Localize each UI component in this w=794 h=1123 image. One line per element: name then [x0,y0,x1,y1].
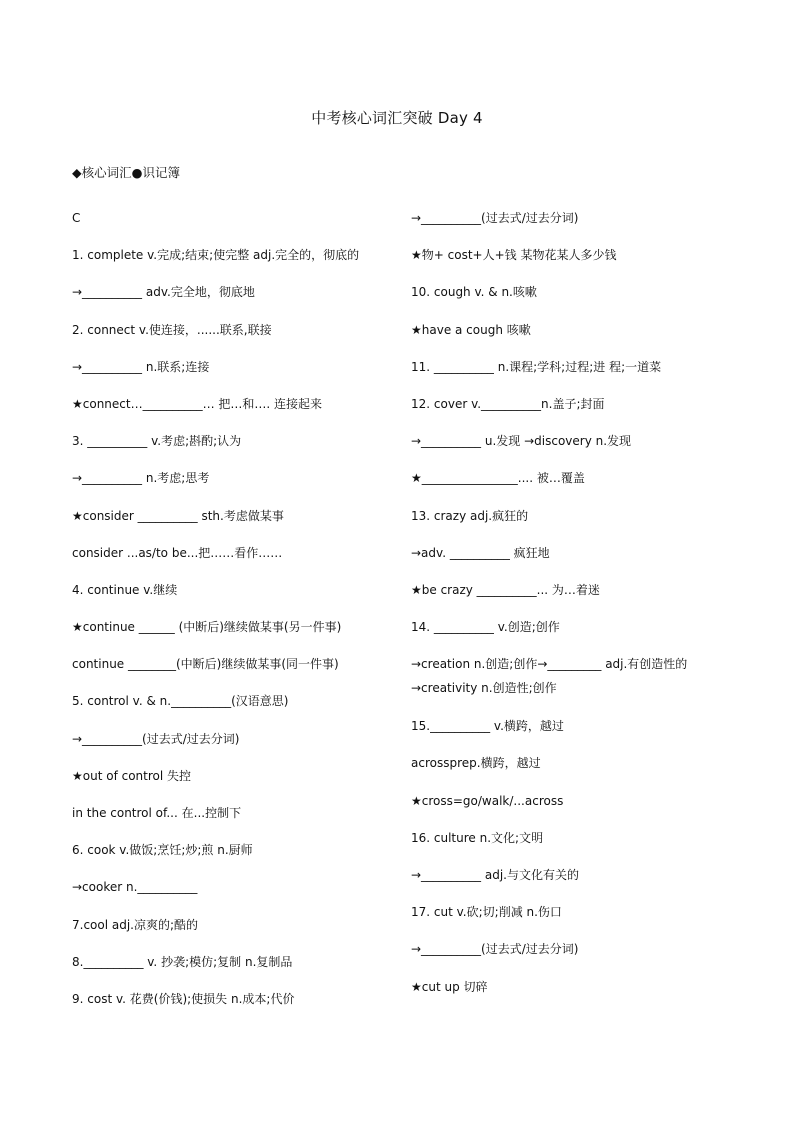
vocab-line: →adv. __________ 疯狂地 [411,545,550,560]
vocab-line: →__________ adv.完全地，彻底地 [72,285,255,300]
vocab-line: 8.__________ v. 抄袭;模仿;复制 n.复制品 [72,954,293,969]
vocab-line: C [72,211,81,225]
vocab-line: consider ...as/to be...把……看作…… [72,545,283,560]
vocab-line: →__________(过去式/过去分词) [411,211,579,225]
vocab-line: ★be crazy __________... 为…着迷 [411,582,600,597]
page-title: 中考核心词汇突破 Day 4 [311,109,483,127]
vocab-line: ★out of control 失控 [72,768,192,783]
vocab-line: ★________________.... 被…覆盖 [411,471,585,486]
vocab-line: 15.__________ v.横跨，越过 [411,719,564,734]
vocab-line: →__________(过去式/过去分词) [72,731,240,746]
vocab-line: →creation n.创造;创作→_________ adj.有创造性的 [411,657,688,672]
vocab-line: →creativity n.创造性;创作 [411,681,557,696]
vocab-line: 4. continue v.继续 [72,582,178,597]
vocab-line: ★cut up 切碎 [411,979,488,994]
vocab-line: 3. __________ v.考虑;斟酌;认为 [72,434,242,449]
vocab-line: 6. cook v.做饭;烹饪;炒;煎 n.厨师 [72,843,253,858]
vocab-line: continue ________(中断后)继续做某事(同一件事) [72,657,339,672]
vocab-line: ★continue ______ (中断后)继续做某事(另一件事) [72,620,342,635]
vocab-line: ★have a cough 咳嗽 [411,322,531,337]
vocab-line: 14. __________ v.创造;创作 [411,620,560,635]
vocab-line: 7.cool adj.凉爽的;酷的 [72,917,199,932]
vocab-line: 1. complete v.完成;结束;使完整 adj.完全的，彻底的 [72,248,360,263]
vocab-line: 9. cost v. 花费(价钱);使损失 n.成本;代价 [72,991,295,1006]
vocab-line: 2. connect v.使连接，......联系,联接 [72,322,272,337]
vocab-line: 5. control v. & n.__________(汉语意思) [72,694,289,709]
vocab-line: 17. cut v.砍;切;削减 n.伤口 [411,905,562,920]
vocab-line: ★consider __________ sth.考虑做某事 [72,508,284,523]
section-heading: ◆核心词汇●识记簿 [72,165,181,180]
vocab-line: ★物+ cost+人+钱 某物花某人多少钱 [411,248,617,263]
vocab-line: 13. crazy adj.疯狂的 [411,508,529,523]
vocab-line: 10. cough v. & n.咳嗽 [411,285,537,300]
left-column [72,208,390,1026]
vocab-line: ★connect…__________… 把…和…. 连接起来 [72,396,323,411]
vocab-line: →__________ n.联系;连接 [72,359,210,374]
vocab-line: →__________(过去式/过去分词) [411,942,579,957]
right-column [411,208,741,1014]
vocab-line: in the control of... 在...控制下 [72,806,242,820]
vocab-line: →cooker n.__________ [72,880,198,895]
vocab-line: →__________ u.发现 →discovery n.发现 [411,434,632,449]
vocab-line: →__________ adj.与文化有关的 [411,868,579,882]
vocab-line: acrossprep.横跨，越过 [411,756,541,771]
vocab-line: 11. __________ n.课程;学科;过程;进 程;一道菜 [411,359,662,374]
vocab-line: 12. cover v.__________n.盖子;封面 [411,396,605,411]
vocab-line: ★cross=go/walk/...across [411,793,564,808]
vocab-line: 16. culture n.文化;文明 [411,830,544,845]
vocab-line: →__________ n.考虑;思考 [72,471,210,486]
